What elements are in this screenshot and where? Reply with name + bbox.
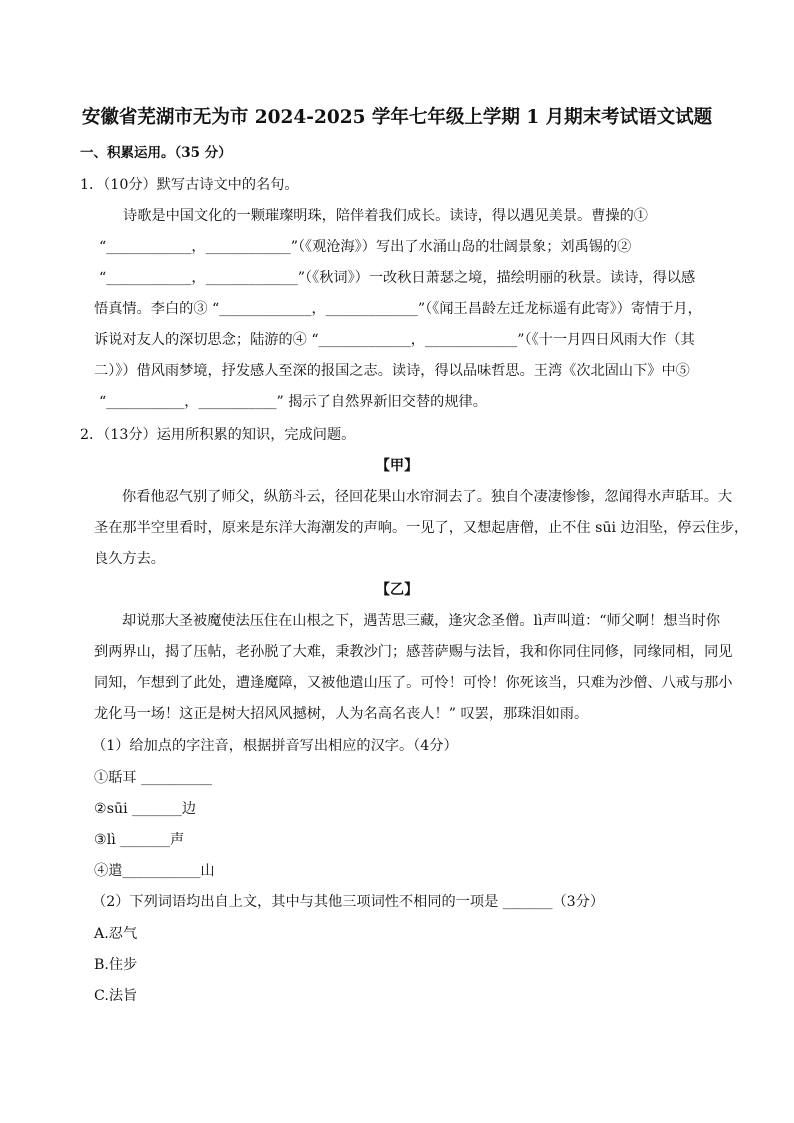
yi-line-4: 龙化马一场！这正是树大招风风撼树，人为名高名丧人！” 叹罢，那珠泪如雨。 [94,706,589,722]
sub1-item-2: ②sūi _______边 [94,801,197,817]
q1-line-4: 悟真情。李白的③ “_____________，_____________”（《闻王昌龄左迁龙标遥有此寄》）寄情于月， [94,301,702,317]
jia-line-1: 你看他忍气别了师父，纵筋斗云，径回花果山水帘洞去了。独自个凄凄惨惨，忽闻得水声聒耳。大 [122,489,733,505]
document-title: 安徽省芜湖市无为市 2024-2025 学年七年级上学期 1 月期末考试语文试题 [81,107,713,128]
passage-jia-label: 【甲】 [375,458,419,474]
q1-line-5: 诉说对友人的深切思念；陆游的④ “_____________，_____________”（《十一月四日风雨大作（其 [94,332,695,348]
option-c: C.法旨 [94,988,138,1004]
option-b: B.住步 [94,957,138,973]
jia-line-3: 良久方去。 [94,551,165,567]
question-1-stem: 1．（10分）默写古诗文中的名句。 [80,177,299,193]
sub-question-1-stem: （1）给加点的字注音，根据拼音写出相应的汉字。（4分） [92,738,458,754]
sub1-item-4: ④遣___________山 [94,863,215,879]
section-heading: 一、积累运用。（35 分） [80,145,232,161]
yi-line-1: 却说那大圣被魔使法压住在山根之下，遇苦思三藏，逢灾念圣僧。lì声叫道：“师父啊！想当时你 [122,613,721,629]
sub1-item-3: ③lì _______声 [94,832,185,848]
yi-line-2: 到两界山，揭了压帖，老孙脱了大难，秉教沙门；感菩萨赐与法旨，我和你同住同修，同缘同相，同见 [94,644,733,660]
q1-line-1: 诗歌是中国文化的一颗璀璨明珠，陪伴着我们成长。读诗，得以遇见美景。曹操的① [123,208,648,224]
sub-question-2-stem: （2）下列词语均出自上文，其中与其他三项词性不相同的一项是 _______（3分） [92,894,605,910]
sub1-item-1: ①聒耳 __________ [94,770,213,786]
q1-line-3: “____________，_____________”（《秋词》）一改秋日萧瑟之境，描绘明丽的秋景。读诗，得以感 [99,270,696,286]
q1-line-2: “____________，____________”（《观沧海》）写出了水涌山岛的壮阔景象；刘禹锡的② [99,239,632,255]
option-a: A.忍气 [94,926,138,942]
q1-line-7: “___________，___________” 揭示了自然界新旧交替的规律。 [99,394,487,410]
question-2-stem: 2．（13分）运用所积累的知识，完成问题。 [80,427,356,443]
q1-line-6: 二）》）借风雨梦境，抒发感人至深的报国之志。读诗，得以品味哲思。王湾《次北固山下》中⑤ [94,363,690,379]
passage-yi-label: 【乙】 [375,582,419,598]
jia-line-2: 圣在那半空里看时，原来是东洋大海潮发的声响。一见了，又想起唐僧，止不住 sūi 边泪坠，停云住步， [94,520,749,536]
yi-line-3: 同知，乍想到了此处，遭逢魔障，又被他遣山压了。可怜！可怜！你死该当，只难为沙僧、八戒与那小 [94,675,733,691]
